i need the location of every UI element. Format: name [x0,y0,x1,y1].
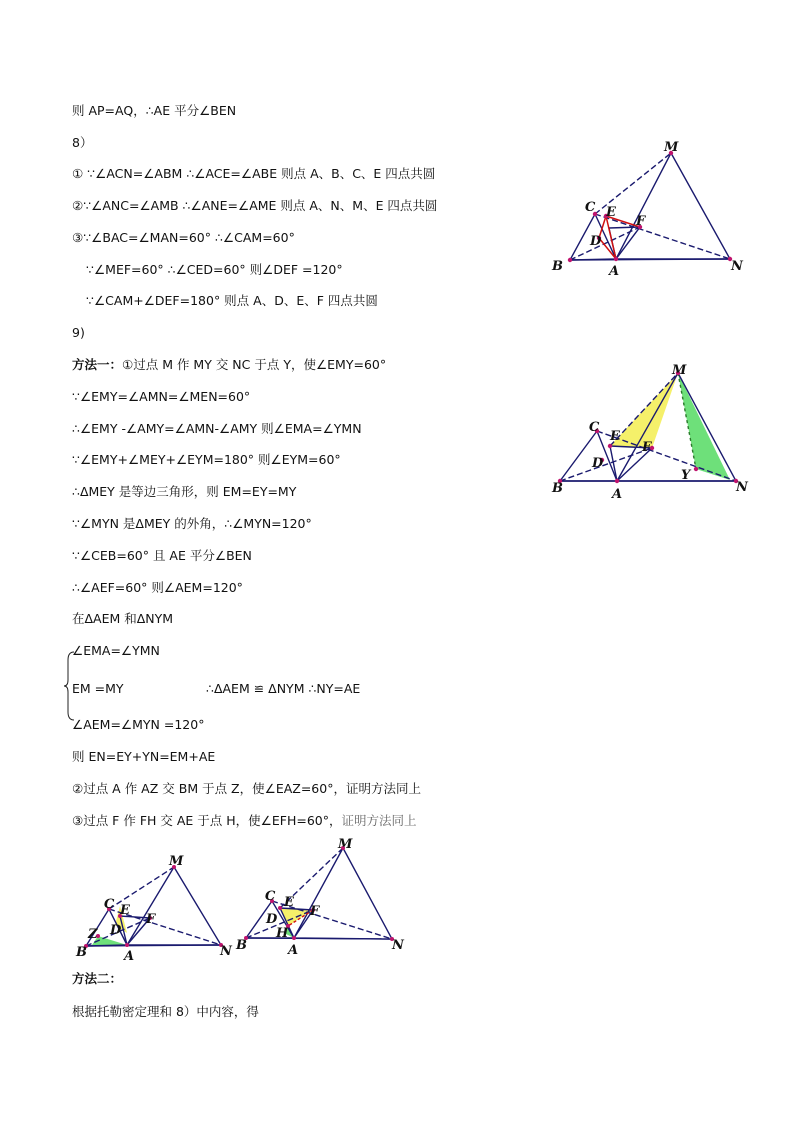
step-three-tail: 证明方法同上 [341,813,417,828]
text-line-16: ∴∠AEF=60° 则∠AEM=120° [72,580,243,595]
label-M: M [672,363,687,378]
text-line-11: ∴∠EMY -∠AMY=∠AMN-∠AMY 则∠EMA=∠YMN [72,421,362,436]
figure-8 [540,138,780,278]
label-D: D [266,912,278,927]
label-N: N [392,938,404,953]
text-line-7: ∵∠CAM+∠DEF=180° 则点 A、D、E、F 四点共圆 [86,293,378,308]
text-line-17: 在ΔAEM 和ΔNYM [72,611,174,626]
label-B: B [236,938,247,953]
text-line-1: 则 AP=AQ，∴AE 平分∠BEN [72,103,237,118]
text-line-10: ∵∠EMY=∠AMN=∠MEN=60° [72,389,251,404]
text-line-6: ∵∠MEF=60° ∴∠CED=60° 则∠DEF =120° [86,262,343,277]
label-E: E [284,895,294,910]
text-line-2: 8） [72,135,93,150]
label-C: C [589,420,600,435]
text-line-4: ②∵∠ANC=∠AMB ∴∠ANE=∠AME 则点 A、N、M、E 四点共圆 [72,198,438,213]
label-E: E [120,903,130,918]
label-N: N [731,259,743,274]
method-one-step: ①过点 M 作 MY 交 NC 于点 Y，使∠EMY=60° [122,357,387,372]
label-C: C [585,200,596,215]
text-line-23 [72,812,417,830]
label-D: D [110,923,122,938]
text-line-5: ③∵∠BAC=∠MAN=60° ∴∠CAM=60° [72,230,295,245]
label-F: F [636,214,646,229]
label-C: C [265,889,276,904]
label-Z: Z [88,927,98,942]
label-C: C [104,897,115,912]
method-two-label: 方法二： [72,971,123,986]
label-A: A [612,487,623,500]
label-B: B [552,259,563,274]
label-E: E [610,429,620,444]
text-line-9 [72,356,386,374]
text-line-3: ① ∵∠ACN=∠ABM ∴∠ACE=∠ABE 则点 A、B、C、E 四点共圆 [72,166,436,181]
label-D: D [592,456,604,471]
text-line-22: ②过点 A 作 AZ 交 BM 于点 Z，使∠EAZ=60°，证明方法同上 [72,781,421,796]
label-B: B [552,481,563,496]
text-line-18: ∠EMA=∠YMN [72,643,160,658]
text-line-20: ∠AEM=∠MYN =120° [72,717,205,732]
text-line-19b: ∴ΔAEM ≌ ΔNYM ∴NY=AE [206,681,361,696]
step-three: ③过点 F 作 FH 交 AE 于点 H，使∠EFH=60°， [72,813,342,828]
label-A: A [609,264,620,278]
text-line-19a: EM =MY [72,681,124,696]
method-one-label: 方法一： [72,357,123,372]
text-line-15: ∵∠CEB=60° 且 AE 平分∠BEN [72,548,252,563]
label-N: N [736,480,748,495]
label-A: A [124,949,135,964]
label-M: M [664,140,679,155]
text-line-25: 根据托勒密定理和 8）中内容，得 [72,1004,259,1019]
label-F: F [310,904,320,919]
text-line-8: 9) [72,325,85,340]
text-line-12: ∵∠EMY+∠MEY+∠EYM=180° 则∠EYM=60° [72,452,341,467]
label-F: F [642,440,652,455]
text-line-13: ∴ΔMEY 是等边三角形，则 EM=EY=MY [72,484,297,499]
label-N: N [220,944,232,959]
figure-9 [540,360,780,500]
label-B: B [76,945,87,960]
label-M: M [169,854,184,869]
figure-method-fh [232,836,412,964]
text-line-21: 则 EN=EY+YN=EM+AE [72,749,216,764]
label-F: F [146,912,156,927]
label-A: A [288,943,299,958]
label-M: M [338,837,353,852]
figure-method-az [72,850,242,965]
label-E: E [606,205,616,220]
label-D: D [590,234,602,249]
label-H: H [276,926,289,941]
label-Y: Y [681,468,691,483]
text-line-14: ∵∠MYN 是ΔMEY 的外角，∴∠MYN=120° [72,516,312,531]
